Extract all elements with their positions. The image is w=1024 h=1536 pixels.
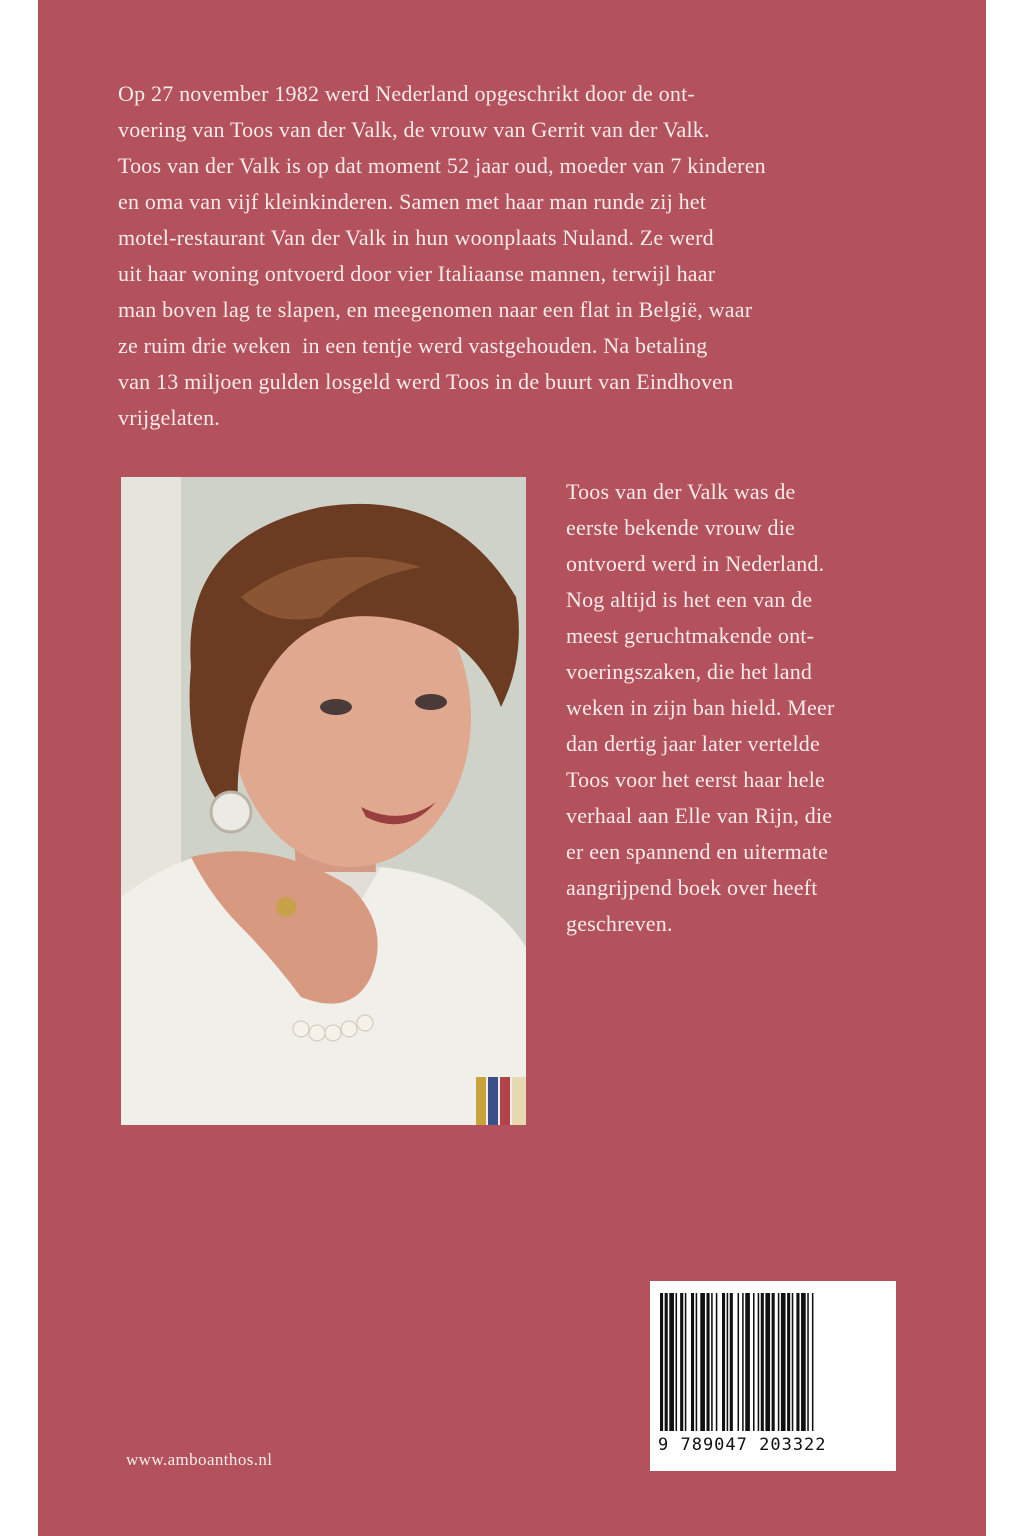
barcode-bars (660, 1293, 886, 1433)
side-line: eerste bekende vrouw die (566, 515, 795, 540)
barcode-bar (722, 1293, 725, 1431)
barcode-bar (753, 1293, 755, 1431)
author-portrait-photo (121, 477, 526, 1125)
intro-line: Op 27 november 1982 werd Nederland opgeschrikt door de ont- (118, 81, 695, 106)
side-line: er een spannend en uitermate (566, 839, 829, 864)
barcode-bar (742, 1293, 744, 1431)
barcode-bar (711, 1293, 713, 1431)
isbn-number: 9 789047 203322 (658, 1435, 827, 1455)
barcode-bar (716, 1293, 718, 1431)
side-line: Toos voor het eerst haar hele (566, 767, 825, 792)
side-line: weken in zijn ban hield. Meer (566, 695, 835, 720)
intro-line: Toos van der Valk is op dat moment 52 jaar oud, moeder van 7 kinderen (118, 153, 766, 178)
barcode-bar (778, 1293, 780, 1431)
barcode-bar (792, 1293, 794, 1431)
intro-line: vrijgelaten. (118, 405, 220, 430)
barcode-bar (680, 1293, 683, 1431)
side-line: ontvoerd werd in Nederland. (566, 551, 825, 576)
barcode-bar (700, 1293, 705, 1431)
intro-line: motel-restaurant Van der Valk in hun woonplaats Nuland. Ze werd (118, 225, 714, 250)
barcode-bar (801, 1293, 806, 1431)
side-line: voeringszaken, die het land (566, 659, 813, 684)
barcode-bar (691, 1293, 694, 1431)
side-line: verhaal aan Elle van Rijn, die (566, 803, 833, 828)
intro-line: en oma van vijf kleinkinderen. Samen met haar man runde zij het (118, 189, 707, 214)
side-line: Nog altijd is het een van de (566, 587, 813, 612)
barcode-bar (730, 1293, 733, 1431)
barcode-bar (765, 1293, 770, 1431)
barcode-bar (660, 1293, 663, 1431)
intro-line: ze ruim drie weken in een tentje werd vastgehouden. Na betaling (118, 333, 708, 358)
barcode-bar (758, 1293, 760, 1431)
intro-line: man boven lag te slapen, en meegenomen naar een flat in België, waar (118, 297, 753, 322)
side-line: aangrijpend boek over heeft (566, 875, 818, 900)
intro-line: van 13 miljoen gulden losgeld werd Toos in de buurt van Eindhoven (118, 369, 734, 394)
barcode-bar (745, 1293, 750, 1431)
side-line: Toos van der Valk was de (566, 479, 796, 504)
barcode-bar (696, 1293, 698, 1431)
side-paragraph (566, 474, 835, 942)
barcode-bar (665, 1293, 668, 1431)
isbn-barcode (650, 1281, 896, 1471)
intro-paragraph (118, 76, 766, 436)
intro-line: voering van Toos van der Valk, de vrouw van Gerrit van der Valk. (118, 117, 710, 142)
barcode-bar (707, 1293, 710, 1431)
barcode-bar (781, 1293, 786, 1431)
barcode-bar (796, 1293, 799, 1431)
portrait-illustration (121, 477, 526, 1125)
barcode-bar (727, 1293, 729, 1431)
barcode-bar (772, 1293, 775, 1431)
barcode-bar (787, 1293, 790, 1431)
barcode-bar (669, 1293, 674, 1431)
barcode-bar (676, 1293, 678, 1431)
intro-line: uit haar woning ontvoerd door vier Italiaanse mannen, terwijl haar (118, 261, 716, 286)
side-line: dan dertig jaar later vertelde (566, 731, 820, 756)
barcode-bar (807, 1293, 809, 1431)
barcode-bar (738, 1293, 740, 1431)
barcode-bar (812, 1293, 814, 1431)
side-line: meest geruchtmakende ont- (566, 623, 815, 648)
barcode-bar (761, 1293, 764, 1431)
publisher-website: www.amboanthos.nl (126, 1450, 273, 1469)
barcode-bar (685, 1293, 687, 1431)
side-line: geschreven. (566, 911, 673, 936)
